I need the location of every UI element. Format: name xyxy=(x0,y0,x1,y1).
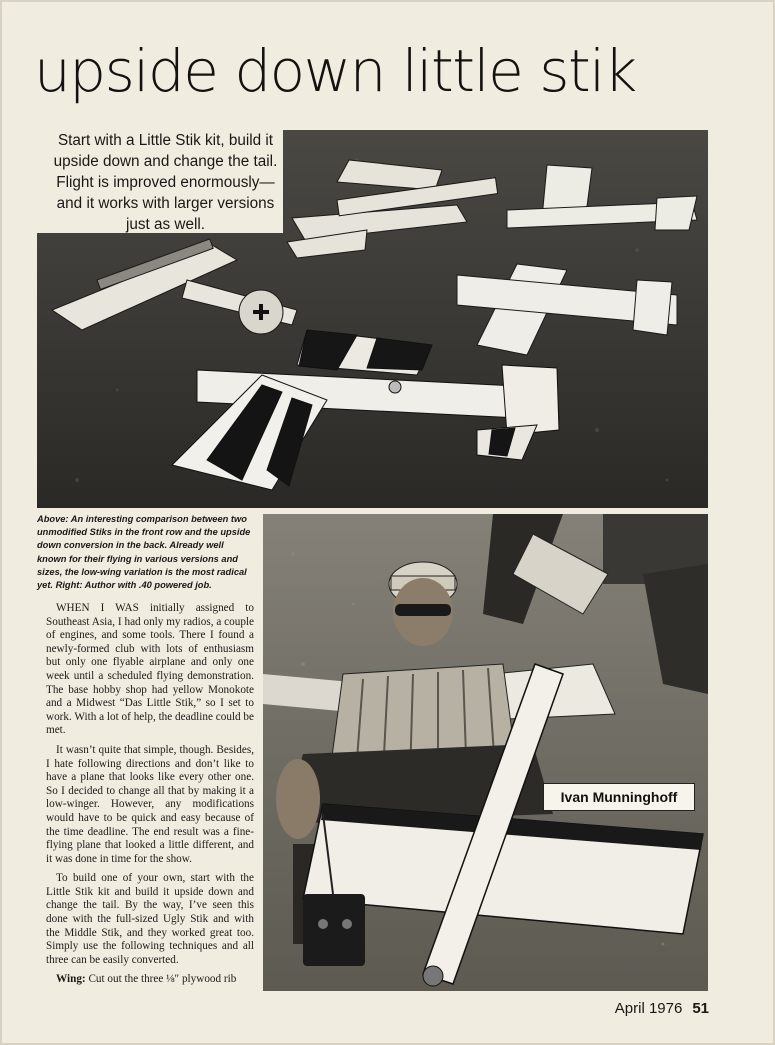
body-paragraph: It wasn’t quite that simple, though. Besides, I hate following directions and don’t like to have a plane that looks like every other one. So I decided to change all that by making it a low-winger. However, any modifications would have to be quick and easy because of the time deadline. The end result was a fine-flying plane that looked a little different, and it was done in time for the show. xyxy=(46,743,254,865)
body-paragraph: To build one of your own, start with the Little Stik kit and build it upside down and change the tail. By the way, I’ve seen this done with the full-sized Ugly Stik and with the Middle Stik, and they worked great too. Simply use the following techniques and all three can be easily converted. xyxy=(46,872,254,966)
photo-caption: Above: An interesting comparison between two unmodified Stiks in the front row and the upside down conversion in the back. Already well known for their flying in various versions and sizes, the low-wing variation is the most radical yet. Right: Author with .40 powered job. xyxy=(37,514,251,591)
headline: upside down little stik xyxy=(34,37,636,105)
photo-name-label: Ivan Munninghoff xyxy=(543,783,695,811)
body-paragraph: WHEN I WAS initially assigned to Southeast Asia, I had only my radios, a couple of engines, and some tools. There I found a newly-formed club with lots of enthusiasm but only one flyable airplane and only one week until a scheduled flying demonstration. The base hobby shop had yellow Monokote and a Midwest “Das Little Stik,” so I set to work. With a lot of help, the deadline could be met. xyxy=(46,602,254,737)
article-body xyxy=(46,602,254,987)
page-number: 51 xyxy=(692,1000,709,1017)
folio xyxy=(615,1000,709,1017)
subhead-wing: Wing: xyxy=(56,973,86,986)
issue-date: April 1976 xyxy=(614,1000,683,1017)
body-paragraph xyxy=(46,973,254,987)
body-paragraph-text: Cut out the three ⅛″ plywood rib xyxy=(85,973,237,986)
photo-author-image xyxy=(263,514,708,991)
deck-text: Start with a Little Stik kit, build it upside down and change the tail. Flight is improved enormously—and it works with larger versions just as well. xyxy=(53,132,278,233)
deck-box xyxy=(48,130,283,233)
photo-author xyxy=(263,514,708,991)
deck-margin xyxy=(37,130,48,233)
